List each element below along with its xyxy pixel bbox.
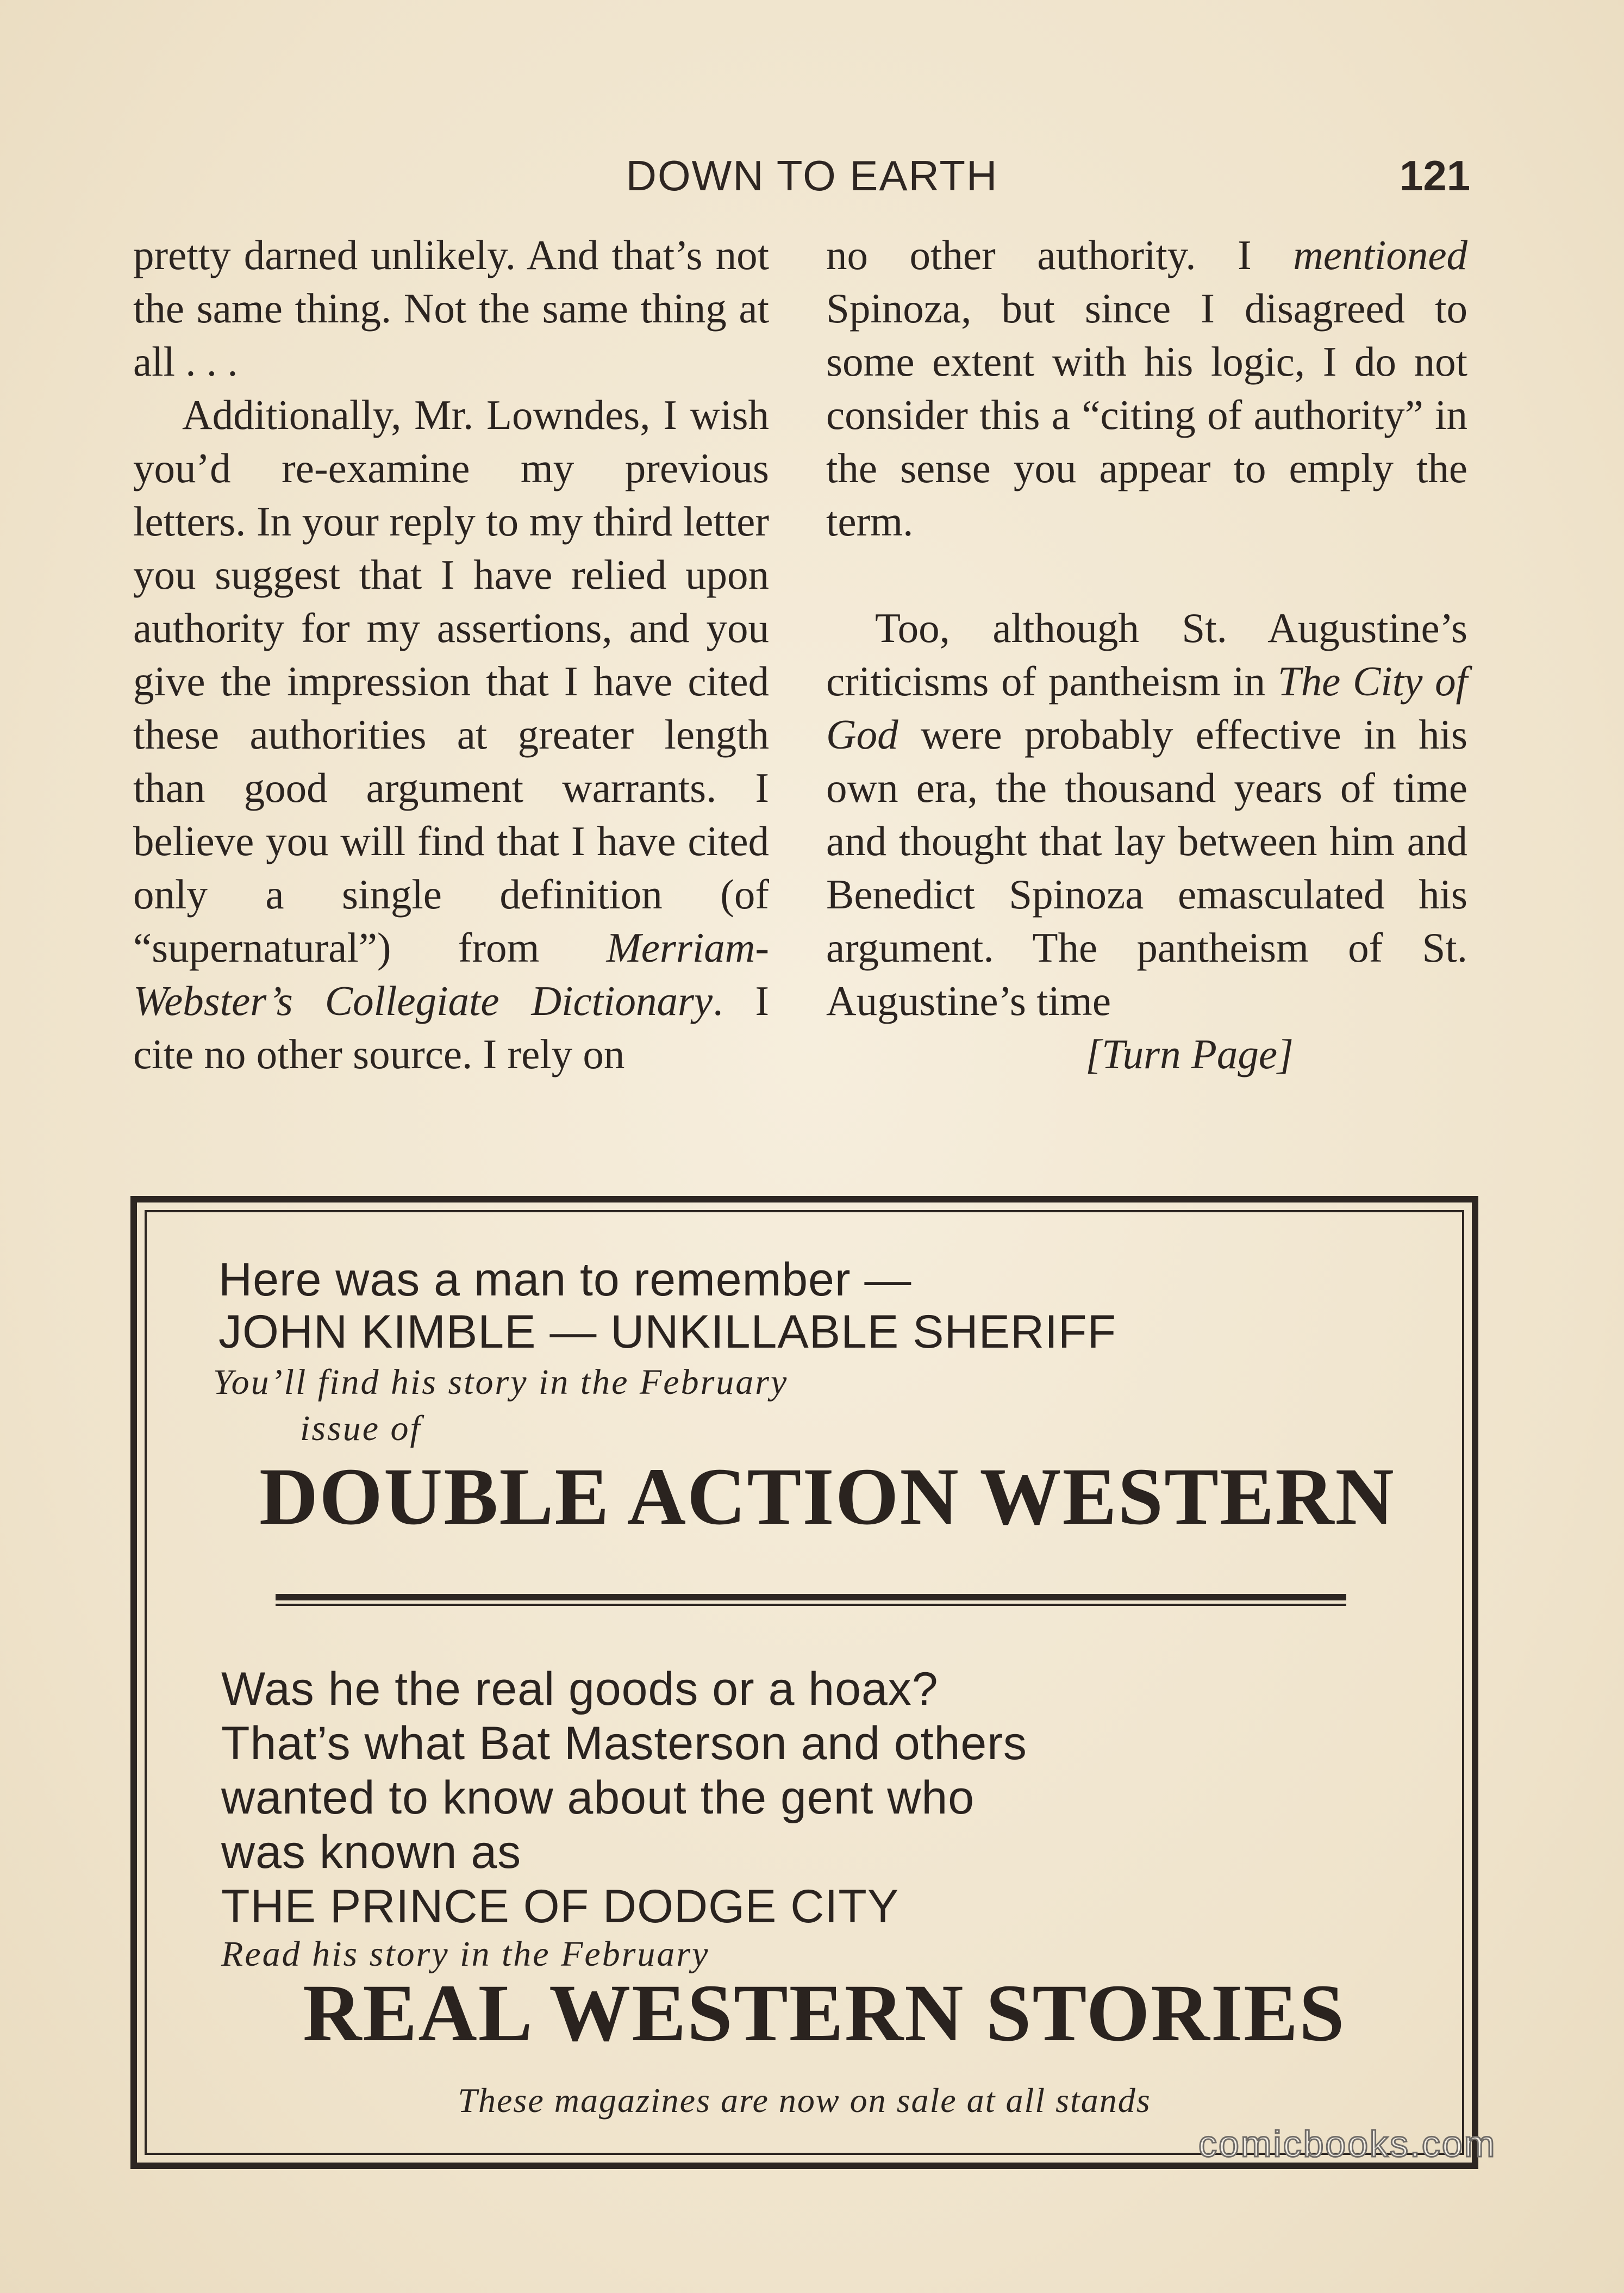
book-title: The City of God bbox=[826, 658, 1467, 758]
ad-teaser-line: That’s what Bat Masterson and others bbox=[221, 1717, 1027, 1769]
ad-teaser-line: wanted to know about the gent who bbox=[221, 1772, 975, 1824]
ad-story-title: THE PRINCE OF DODGE CITY bbox=[221, 1880, 900, 1933]
paragraph-text: Spinoza, but since I disagreed to some extent with his logic, I do not consider this a “citing of authority” in the sense you appear to emply the term. bbox=[826, 285, 1467, 545]
article-left-column bbox=[133, 228, 769, 1081]
paragraph-text: Additionally, Mr. Lowndes, I wish you’d re-examine my previous letters. In your reply to my third letter you suggest that I have relied upon authority for my assertions, and you give the impression that I have cited these authorities at greater length than good argument warrants. I believe you will find that I have cited only a single definition (of “supernatural”) from bbox=[133, 391, 769, 971]
watermark-logo: comicbooks.com bbox=[1198, 2123, 1497, 2165]
page-header-title: DOWN TO EARTH bbox=[626, 152, 998, 200]
page-number: 121 bbox=[1400, 152, 1471, 200]
advertisement-box bbox=[130, 1196, 1478, 2169]
paragraph bbox=[826, 601, 1467, 1027]
ad-teaser-line: Here was a man to remember — bbox=[218, 1254, 912, 1306]
turn-page-note: [Turn Page] bbox=[1085, 1031, 1294, 1077]
paragraph-text: no other authority. I bbox=[826, 232, 1294, 278]
paragraph-text: . I cite no other source. I rely on bbox=[133, 977, 769, 1077]
ad-footer-note: These magazines are now on sale at all stands bbox=[458, 2081, 1151, 2120]
article-right-column bbox=[826, 228, 1467, 1081]
dictionary-title: Merriam-Webster’s Collegiate Dictionary bbox=[133, 924, 769, 1024]
magazine-title-real-western-stories: REAL WESTERN STORIES bbox=[303, 1968, 1346, 2058]
ad-script-line: You’ll find his story in the February bbox=[213, 1362, 789, 1402]
ad-script-line: Read his story in the February bbox=[221, 1934, 710, 1974]
paragraph bbox=[826, 228, 1467, 548]
ad-divider bbox=[276, 1594, 1346, 1606]
magazine-title-double-action-western: DOUBLE ACTION WESTERN bbox=[259, 1451, 1395, 1542]
ad-teaser-line: was known as bbox=[221, 1826, 522, 1878]
emphasis-text: mentioned bbox=[1293, 232, 1467, 278]
paragraph: pretty darned unlikely. And that’s not the same thing. Not the same thing at all . . . bbox=[133, 232, 769, 385]
ad-script-line: issue of bbox=[300, 1409, 422, 1448]
paragraph bbox=[133, 388, 769, 1081]
ad-story-title: JOHN KIMBLE — UNKILLABLE SHERIFF bbox=[218, 1306, 1117, 1358]
paragraph-text: were probably effective in his own era, the thousand years of time and thought that lay between him and Benedict Spinoza emasculated his argument. The pantheism of St. Augustine’s time bbox=[826, 711, 1467, 1024]
paragraph-text: Too, although St. Augustine’s criticisms of pantheism in bbox=[826, 605, 1467, 705]
ad-teaser-line: Was he the real goods or a hoax? bbox=[221, 1663, 939, 1715]
